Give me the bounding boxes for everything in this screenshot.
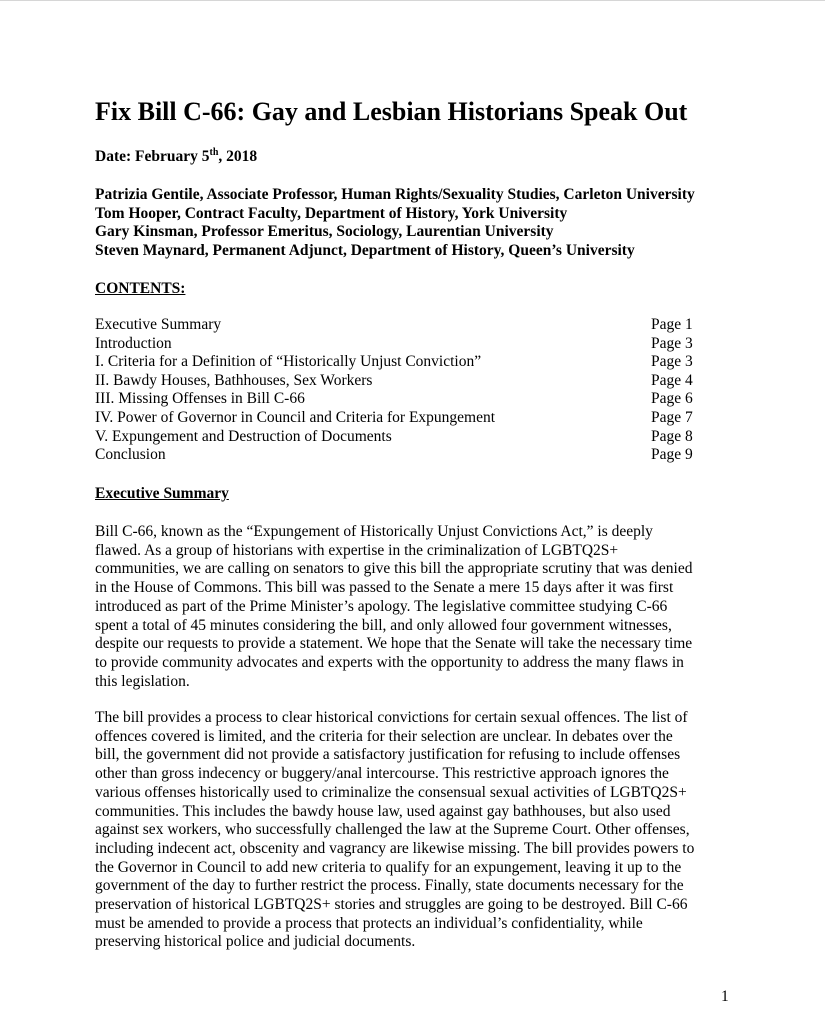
paragraph-line: preservation of historical LGBTQ2S+ stories and struggles are going to be destroyed. Bill C-66: [95, 896, 688, 914]
toc-entry: [95, 353, 695, 372]
paragraph-line: the Governor in Council to add new criteria to qualify for an expungement, leaving it up to the: [95, 858, 682, 876]
summary-paragraph-1: [95, 523, 735, 691]
toc-page: Page 3: [651, 353, 693, 371]
toc-page: Page 1: [651, 316, 693, 333]
document-date: [95, 148, 257, 166]
author-list: [95, 186, 755, 260]
paragraph-line: spent a total of 45 minutes considering the bill, and only allowed four government witnesses,: [95, 616, 672, 634]
page-number: 1: [721, 988, 729, 1005]
toc-label: V. Expungement and Destruction of Documents: [95, 427, 392, 445]
paragraph-line: despite our requests to provide a statement. We hope that the Senate will take the necessary time: [95, 635, 693, 653]
summary-paragraph-2: [95, 709, 735, 952]
paragraph-line: communities. This includes the bawdy house law, used against gay bathhouses, but also used: [95, 802, 671, 820]
paragraph-line: to provide community advocates and experts with the opportunity to address the many flaws in: [95, 653, 684, 671]
toc-label: IV. Power of Governor in Council and Criteria for Expungement: [95, 408, 496, 426]
author-line: Patrizia Gentile, Associate Professor, Human Rights/Sexuality Studies, Carleton University: [95, 186, 695, 203]
toc-label: Executive Summary: [95, 316, 222, 333]
toc-entry: [95, 428, 695, 447]
toc-label: I. Criteria for a Definition of “Historically Unjust Conviction”: [95, 353, 482, 371]
paragraph-line: this legislation.: [95, 672, 190, 690]
paragraph-line: Bill C-66, known as the “Expungement of Historically Unjust Convictions Act,” is deeply: [95, 523, 653, 540]
toc-entry: [95, 409, 695, 428]
toc-entry: [95, 316, 695, 335]
paragraph-line: must be amended to provide a process that protects an individual’s confidentiality, while: [95, 914, 643, 932]
toc-label: II. Bawdy Houses, Bathhouses, Sex Workers: [95, 371, 373, 389]
paragraph-line: including indecent act, obscenity and vagrancy are likewise missing. The bill provides powers to: [95, 839, 695, 857]
paragraph-line: offences covered is limited, and the criteria for their selection are unclear. In debates over the: [95, 727, 673, 745]
toc-label: Introduction: [95, 334, 172, 352]
paragraph-line: introduced as part of the Prime Minister’s apology. The legislative committee studying C-66: [95, 597, 668, 615]
document-title: Fix Bill C-66: Gay and Lesbian Historians Speak Out: [95, 97, 688, 126]
toc-entry: [95, 446, 695, 465]
toc-page: Page 8: [651, 427, 693, 445]
date-superscript: th: [209, 147, 219, 158]
paragraph-line: in the House of Commons. This bill was passed to the Senate a mere 15 days after it was first: [95, 579, 674, 597]
paragraph-line: government of the day to further restrict the process. Finally, state documents necessary for the: [95, 877, 684, 895]
toc-page: Page 4: [651, 371, 693, 389]
date-prefix: Date: February 5: [95, 148, 210, 165]
toc-page: Page 3: [651, 334, 693, 352]
author-line: Tom Hooper, Contract Faculty, Department of History, York University: [95, 204, 568, 222]
toc-label: Conclusion: [95, 446, 166, 464]
toc-page: Page 9: [651, 446, 693, 464]
paragraph-line: flawed. As a group of historians with expertise in the criminalization of LGBTQ2S+: [95, 541, 619, 559]
date-suffix: , 2018: [218, 148, 258, 165]
author-line: Steven Maynard, Permanent Adjunct, Department of History, Queen’s University: [95, 241, 635, 259]
toc-entry: [95, 372, 695, 391]
table-of-contents: [95, 316, 695, 465]
paragraph-line: against sex workers, who successfully challenged the law at the Supreme Court. Other offenses,: [95, 821, 690, 839]
toc-entry: [95, 390, 695, 409]
executive-summary-heading: Executive Summary: [95, 485, 229, 502]
paragraph-line: bill, the government did not provide a satisfactory justification for refusing to include offenses: [95, 746, 681, 764]
paragraph-line: communities, we are calling on senators to give this bill the appropriate scrutiny that was denied: [95, 560, 693, 578]
paragraph-line: various offenses historically used to criminalize the consensual sexual activities of LGBTQ2S+: [95, 783, 687, 801]
contents-heading: CONTENTS:: [95, 280, 186, 297]
toc-page: Page 7: [651, 408, 693, 426]
page-top-border: [0, 0, 825, 1]
paragraph-line: preserving historical police and judicial documents.: [95, 933, 416, 951]
paragraph-line: The bill provides a process to clear historical convictions for certain sexual offences. The list of: [95, 709, 688, 726]
toc-entry: [95, 335, 695, 354]
toc-label: III. Missing Offenses in Bill C-66: [95, 390, 305, 408]
paragraph-line: other than gross indecency or buggery/anal intercourse. This restrictive approach ignores the: [95, 765, 669, 783]
author-line: Gary Kinsman, Professor Emeritus, Sociology, Laurentian University: [95, 223, 554, 240]
toc-page: Page 6: [651, 390, 693, 408]
